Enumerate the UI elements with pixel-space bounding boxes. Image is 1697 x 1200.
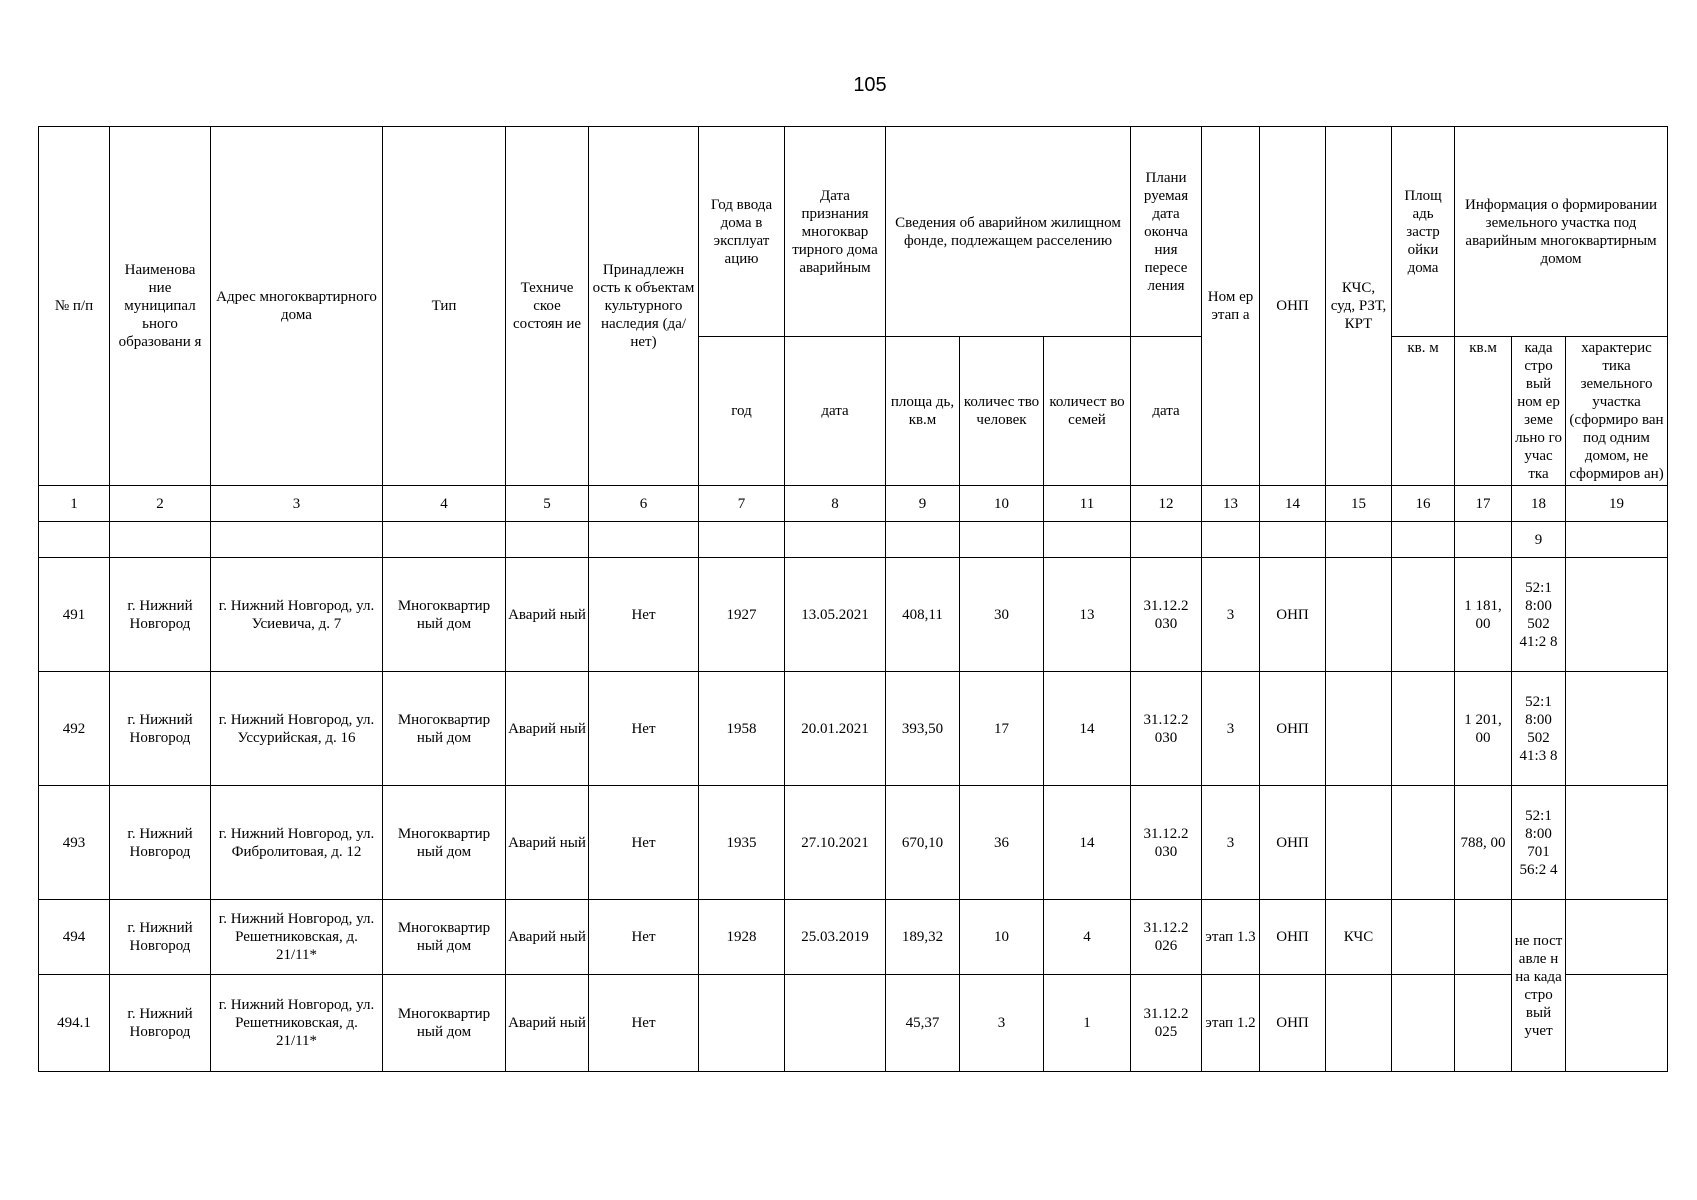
- table-row: [39, 975, 1668, 1072]
- row-land-characteristic: [1566, 672, 1668, 786]
- header-land-area-unit: кв.м: [1455, 337, 1512, 486]
- row-condition: Аварий ный: [506, 558, 589, 672]
- column-number: 5: [506, 486, 589, 522]
- header-condition: Техниче ское состоян ие: [506, 127, 589, 486]
- row-people: 17: [960, 672, 1044, 786]
- row-address: г. Нижний Новгород, ул. Решетниковская, д. 21/11*: [211, 900, 383, 975]
- column-number: 6: [589, 486, 699, 522]
- row-stage: 3: [1202, 786, 1260, 900]
- column-number: 13: [1202, 486, 1260, 522]
- table-row: [39, 900, 1668, 975]
- row-building-area: [1392, 786, 1455, 900]
- row-cadastral: 52:1 8:00 502 41:2 8: [1512, 558, 1566, 672]
- row-address: г. Нижний Новгород, ул. Усиевича, д. 7: [211, 558, 383, 672]
- column-number: 19: [1566, 486, 1668, 522]
- row-onp: ОНП: [1260, 672, 1326, 786]
- row-condition: Аварий ный: [506, 786, 589, 900]
- row-type: Многоквартир ный дом: [383, 900, 506, 975]
- page-number: 105: [853, 74, 887, 96]
- column-number: 16: [1392, 486, 1455, 522]
- row-land-characteristic: [1566, 900, 1668, 975]
- column-number: 9: [886, 486, 960, 522]
- row-num: 491: [39, 558, 110, 672]
- row-num: 494.1: [39, 975, 110, 1072]
- row-address: г. Нижний Новгород, ул. Фибролитовая, д. 12: [211, 786, 383, 900]
- row-cadastral: 52:1 8:00 701 56:2 4: [1512, 786, 1566, 900]
- row-stage: этап 1.3: [1202, 900, 1260, 975]
- table-row: [39, 672, 1668, 786]
- header-row-1: [39, 127, 1668, 337]
- row-date: 27.10.2021: [785, 786, 886, 900]
- row-heritage: Нет: [589, 975, 699, 1072]
- column-number: 10: [960, 486, 1044, 522]
- header-cadastral: када стро вый ном ер земе льно го учас тка: [1512, 337, 1566, 486]
- row-land-characteristic: [1566, 558, 1668, 672]
- row-kchs: [1326, 558, 1392, 672]
- row-families: 14: [1044, 672, 1131, 786]
- column-number: 3: [211, 486, 383, 522]
- row-building-area: [1392, 558, 1455, 672]
- row-land-area: 1 201, 00: [1455, 672, 1512, 786]
- row-municipality: г. Нижний Новгород: [110, 558, 211, 672]
- row-type: Многоквартир ный дом: [383, 558, 506, 672]
- column-number: 8: [785, 486, 886, 522]
- header-fund-info: Сведения об аварийном жилищном фонде, подлежащем расселению: [886, 127, 1131, 337]
- row-date: 20.01.2021: [785, 672, 886, 786]
- row-land-characteristic: [1566, 786, 1668, 900]
- emergency-housing-table: [38, 126, 1668, 1072]
- row-plan-date: 31.12.2 026: [1131, 900, 1202, 975]
- row-heritage: Нет: [589, 900, 699, 975]
- header-families: количест во семей: [1044, 337, 1131, 486]
- row-condition: Аварий ный: [506, 975, 589, 1072]
- header-area: площа дь, кв.м: [886, 337, 960, 486]
- row-area: 189,32: [886, 900, 960, 975]
- header-year-sub: год: [699, 337, 785, 486]
- column-number-row: [39, 486, 1668, 522]
- row-plan-date: 31.12.2 030: [1131, 786, 1202, 900]
- row-heritage: Нет: [589, 672, 699, 786]
- row-condition: Аварий ный: [506, 672, 589, 786]
- row-onp: ОНП: [1260, 975, 1326, 1072]
- header-stage: Ном ер этап а: [1202, 127, 1260, 486]
- header-planned-date: Плани руемая дата оконча ния пересе ления: [1131, 127, 1202, 337]
- row-families: 14: [1044, 786, 1131, 900]
- row-land-area: 1 181, 00: [1455, 558, 1512, 672]
- row-year: 1935: [699, 786, 785, 900]
- column-number: 17: [1455, 486, 1512, 522]
- row-municipality: г. Нижний Новгород: [110, 900, 211, 975]
- row-year: 1928: [699, 900, 785, 975]
- column-number: 4: [383, 486, 506, 522]
- row-people: 10: [960, 900, 1044, 975]
- row-num: 494: [39, 900, 110, 975]
- row-area: 45,37: [886, 975, 960, 1072]
- row-stage: 3: [1202, 558, 1260, 672]
- row-cadastral: не пост авле н на када стро вый учет: [1512, 900, 1566, 1072]
- header-land-characteristic: характерис тика земельного участка (сформиро ван под одним домом, не сформиров ан): [1566, 337, 1668, 486]
- header-plan-sub: дата: [1131, 337, 1202, 486]
- column-number: 14: [1260, 486, 1326, 522]
- row-num: 493: [39, 786, 110, 900]
- header-building-area-sub: кв. м: [1392, 337, 1455, 486]
- row-stage: 3: [1202, 672, 1260, 786]
- row-kchs: [1326, 672, 1392, 786]
- column-number: 12: [1131, 486, 1202, 522]
- row-municipality: г. Нижний Новгород: [110, 786, 211, 900]
- column-number: 18: [1512, 486, 1566, 522]
- row-area: 393,50: [886, 672, 960, 786]
- row-address: г. Нижний Новгород, ул. Решетниковская, д. 21/11*: [211, 975, 383, 1072]
- row-date: [785, 975, 886, 1072]
- header-date-sub: дата: [785, 337, 886, 486]
- row-kchs: КЧС: [1326, 900, 1392, 975]
- header-municipality: Наименова ние муниципал ьного образовани я: [110, 127, 211, 486]
- blank-row: [39, 522, 1668, 558]
- row-area: 408,11: [886, 558, 960, 672]
- row-building-area: [1392, 900, 1455, 975]
- row-kchs: [1326, 975, 1392, 1072]
- row-onp: ОНП: [1260, 786, 1326, 900]
- row-building-area: [1392, 975, 1455, 1072]
- row-plan-date: 31.12.2 030: [1131, 558, 1202, 672]
- row-type: Многоквартир ный дом: [383, 975, 506, 1072]
- column-number: 1: [39, 486, 110, 522]
- row-heritage: Нет: [589, 786, 699, 900]
- header-land-info: Информация о формировании земельного участка под аварийным многоквартирным домом: [1455, 127, 1668, 337]
- row-cadastral: 52:1 8:00 502 41:3 8: [1512, 672, 1566, 786]
- row-land-area: [1455, 900, 1512, 975]
- row-onp: ОНП: [1260, 558, 1326, 672]
- row-type: Многоквартир ный дом: [383, 672, 506, 786]
- table-row: [39, 558, 1668, 672]
- row-kchs: [1326, 786, 1392, 900]
- row-num: 492: [39, 672, 110, 786]
- header-address: Адрес многоквартирного дома: [211, 127, 383, 486]
- row-date: 13.05.2021: [785, 558, 886, 672]
- header-heritage: Принадлежн ость к объектам культурного наследия (да/нет): [589, 127, 699, 486]
- row-land-characteristic: [1566, 975, 1668, 1072]
- column-number: 11: [1044, 486, 1131, 522]
- row-building-area: [1392, 672, 1455, 786]
- row-municipality: г. Нижний Новгород: [110, 975, 211, 1072]
- row-plan-date: 31.12.2 030: [1131, 672, 1202, 786]
- column-number: 7: [699, 486, 785, 522]
- row-condition: Аварий ный: [506, 900, 589, 975]
- row-onp: ОНП: [1260, 900, 1326, 975]
- row-families: 4: [1044, 900, 1131, 975]
- row-municipality: г. Нижний Новгород: [110, 672, 211, 786]
- row-families: 1: [1044, 975, 1131, 1072]
- column-number: 2: [110, 486, 211, 522]
- row-year: 1958: [699, 672, 785, 786]
- header-type: Тип: [383, 127, 506, 486]
- header-year: Год ввода дома в эксплуат ацию: [699, 127, 785, 337]
- row-heritage: Нет: [589, 558, 699, 672]
- blank-row-cell: 9: [1512, 522, 1566, 558]
- header-recognition-date: Дата признания многоквар тирного дома аварийным: [785, 127, 886, 337]
- column-number: 15: [1326, 486, 1392, 522]
- row-stage: этап 1.2: [1202, 975, 1260, 1072]
- header-building-area: Площ адь застр ойки дома: [1392, 127, 1455, 337]
- row-type: Многоквартир ный дом: [383, 786, 506, 900]
- row-date: 25.03.2019: [785, 900, 886, 975]
- header-onp: ОНП: [1260, 127, 1326, 486]
- header-num: № п/п: [39, 127, 110, 486]
- row-people: 30: [960, 558, 1044, 672]
- header-people: количес тво человек: [960, 337, 1044, 486]
- row-families: 13: [1044, 558, 1131, 672]
- row-area: 670,10: [886, 786, 960, 900]
- table-row: [39, 786, 1668, 900]
- row-year: 1927: [699, 558, 785, 672]
- row-people: 3: [960, 975, 1044, 1072]
- header-kchs: КЧС, суд, РЗТ, КРТ: [1326, 127, 1392, 486]
- row-plan-date: 31.12.2 025: [1131, 975, 1202, 1072]
- row-address: г. Нижний Новгород, ул. Уссурийская, д. 16: [211, 672, 383, 786]
- row-year: [699, 975, 785, 1072]
- row-people: 36: [960, 786, 1044, 900]
- row-land-area: [1455, 975, 1512, 1072]
- row-land-area: 788, 00: [1455, 786, 1512, 900]
